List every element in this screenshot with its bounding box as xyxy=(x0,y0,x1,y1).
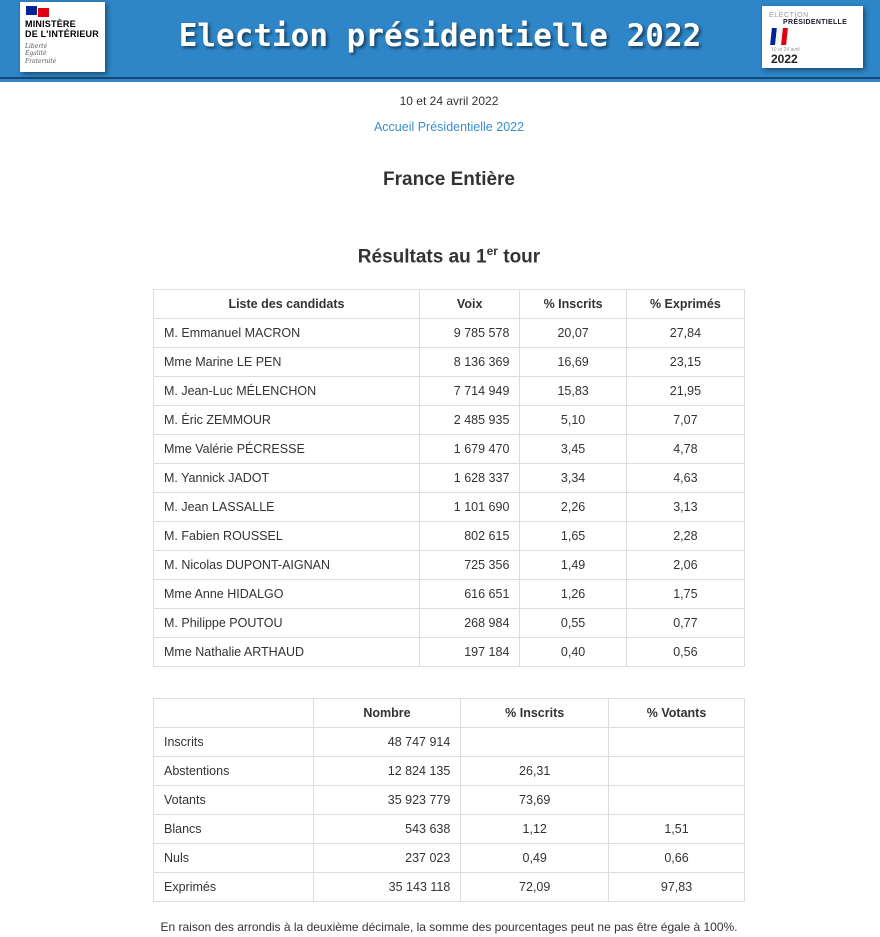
candidate-votes: 2 485 935 xyxy=(419,406,519,435)
participation-row xyxy=(154,786,745,815)
candidate-votes: 616 651 xyxy=(419,580,519,609)
candidate-row xyxy=(154,551,745,580)
ministry-name-line2: DE L'INTÉRIEUR xyxy=(25,29,99,40)
candidate-votes: 268 984 xyxy=(419,609,519,638)
tricolor-flag-icon xyxy=(770,28,788,45)
candidate-votes: 1 101 690 xyxy=(419,493,519,522)
candidate-votes: 1 628 337 xyxy=(419,464,519,493)
participation-nombre: 35 923 779 xyxy=(313,786,461,815)
candidate-pct-exprimes: 3,13 xyxy=(626,493,744,522)
home-link[interactable]: Accueil Présidentielle 2022 xyxy=(373,120,525,134)
results-heading xyxy=(153,244,745,268)
candidate-pct-exprimes: 0,77 xyxy=(626,609,744,638)
participation-label: Inscrits xyxy=(154,728,314,757)
participation-table-header-row xyxy=(154,699,745,728)
candidate-row xyxy=(154,406,745,435)
candidate-name: M. Fabien ROUSSEL xyxy=(154,522,420,551)
candidate-row xyxy=(154,493,745,522)
candidate-votes: 7 714 949 xyxy=(419,377,519,406)
ministry-name-line1: MINISTÈRE xyxy=(25,19,76,29)
candidate-pct-inscrits: 3,34 xyxy=(520,464,626,493)
participation-pct-votants: 1,51 xyxy=(609,815,745,844)
participation-label: Abstentions xyxy=(154,757,314,786)
candidate-name: M. Philippe POUTOU xyxy=(154,609,420,638)
candidate-votes: 197 184 xyxy=(419,638,519,667)
candidate-pct-exprimes: 4,63 xyxy=(626,464,744,493)
candidate-name: Mme Nathalie ARTHAUD xyxy=(154,638,420,667)
participation-nombre: 237 023 xyxy=(313,844,461,873)
participation-label: Exprimés xyxy=(154,873,314,902)
participation-pct-inscrits: 73,69 xyxy=(461,786,609,815)
candidate-row xyxy=(154,319,745,348)
candidate-pct-inscrits: 5,10 xyxy=(520,406,626,435)
candidate-pct-exprimes: 2,06 xyxy=(626,551,744,580)
breadcrumb xyxy=(153,118,745,136)
candidate-pct-inscrits: 0,55 xyxy=(520,609,626,638)
election-logo-bottom xyxy=(769,28,858,65)
flag-red-block xyxy=(38,8,49,17)
participation-row xyxy=(154,873,745,902)
page-header xyxy=(0,0,880,79)
motto-fraternite: Fraternité xyxy=(25,58,57,66)
header-bottom-strip xyxy=(0,79,880,82)
candidate-pct-inscrits: 1,49 xyxy=(520,551,626,580)
participation-pct-inscrits: 72,09 xyxy=(461,873,609,902)
candidate-row xyxy=(154,609,745,638)
election-dates-text: 10 et 24 avril 2022 xyxy=(399,94,499,108)
participation-table xyxy=(153,698,745,902)
candidate-name: Mme Anne HIDALGO xyxy=(154,580,420,609)
region-title: France Entière xyxy=(383,169,515,190)
candidate-pct-inscrits: 16,69 xyxy=(520,348,626,377)
participation-label: Nuls xyxy=(154,844,314,873)
candidate-pct-exprimes: 2,28 xyxy=(626,522,744,551)
candidate-row xyxy=(154,638,745,667)
participation-label: Blancs xyxy=(154,815,314,844)
rounding-note: En raison des arrondis à la deuxième décimale, la somme des pourcentages peut ne pas être égale à 100%. xyxy=(160,920,738,935)
candidate-pct-inscrits: 1,65 xyxy=(520,522,626,551)
candidate-votes: 725 356 xyxy=(419,551,519,580)
participation-pct-votants xyxy=(609,757,745,786)
election-logo-dates: 10 et 24 avril xyxy=(771,47,800,53)
results-heading-sup: er xyxy=(486,244,498,258)
col-header-voix: Voix xyxy=(419,290,519,319)
election-logo-year: 2022 xyxy=(771,52,798,66)
motto-egalite: Égalité xyxy=(25,50,47,58)
col-header-pct-inscrits-2: % Inscrits xyxy=(461,699,609,728)
candidate-name: M. Jean LASSALLE xyxy=(154,493,420,522)
candidate-name: Mme Valérie PÉCRESSE xyxy=(154,435,420,464)
col-header-pct-inscrits: % Inscrits xyxy=(520,290,626,319)
participation-nombre: 543 638 xyxy=(313,815,461,844)
candidate-pct-inscrits: 0,40 xyxy=(520,638,626,667)
candidate-pct-exprimes: 27,84 xyxy=(626,319,744,348)
flag-blue-block xyxy=(26,6,37,15)
flag-stripe-red xyxy=(781,28,788,45)
candidate-pct-exprimes: 4,78 xyxy=(626,435,744,464)
candidate-name: M. Yannick JADOT xyxy=(154,464,420,493)
candidate-row xyxy=(154,435,745,464)
participation-row xyxy=(154,757,745,786)
participation-pct-inscrits: 0,49 xyxy=(461,844,609,873)
candidate-pct-exprimes: 23,15 xyxy=(626,348,744,377)
results-table xyxy=(153,289,745,667)
participation-pct-votants xyxy=(609,728,745,757)
candidate-row xyxy=(154,464,745,493)
candidate-pct-inscrits: 20,07 xyxy=(520,319,626,348)
participation-pct-inscrits: 26,31 xyxy=(461,757,609,786)
candidate-votes: 8 136 369 xyxy=(419,348,519,377)
col-header-candidates: Liste des candidats xyxy=(154,290,420,319)
results-heading-prefix: Résultats au 1 xyxy=(357,246,487,268)
candidate-pct-inscrits: 1,26 xyxy=(520,580,626,609)
candidate-row xyxy=(154,522,745,551)
candidate-pct-inscrits: 3,45 xyxy=(520,435,626,464)
candidate-name: Mme Marine LE PEN xyxy=(154,348,420,377)
participation-nombre: 48 747 914 xyxy=(313,728,461,757)
participation-label: Votants xyxy=(154,786,314,815)
candidate-pct-inscrits: 2,26 xyxy=(520,493,626,522)
participation-pct-votants: 97,83 xyxy=(609,873,745,902)
candidate-pct-exprimes: 21,95 xyxy=(626,377,744,406)
participation-nombre: 35 143 118 xyxy=(313,873,461,902)
main-content xyxy=(153,94,745,934)
col-header-empty xyxy=(154,699,314,728)
page-title: Election présidentielle 2022 xyxy=(178,18,702,54)
candidate-pct-exprimes: 0,56 xyxy=(626,638,744,667)
french-flag-icon xyxy=(26,6,100,17)
candidate-votes: 1 679 470 xyxy=(419,435,519,464)
col-header-nombre: Nombre xyxy=(313,699,461,728)
candidate-pct-exprimes: 7,07 xyxy=(626,406,744,435)
candidate-name: M. Éric ZEMMOUR xyxy=(154,406,420,435)
candidate-pct-exprimes: 1,75 xyxy=(626,580,744,609)
candidate-votes: 9 785 578 xyxy=(419,319,519,348)
participation-pct-votants: 0,66 xyxy=(609,844,745,873)
candidate-row xyxy=(154,348,745,377)
participation-pct-votants xyxy=(609,786,745,815)
candidate-pct-inscrits: 15,83 xyxy=(520,377,626,406)
participation-row xyxy=(154,728,745,757)
candidate-votes: 802 615 xyxy=(419,522,519,551)
participation-nombre: 12 824 135 xyxy=(313,757,461,786)
col-header-pct-votants: % Votants xyxy=(609,699,745,728)
participation-row xyxy=(154,815,745,844)
participation-row xyxy=(154,844,745,873)
col-header-pct-exprimes: % Exprimés xyxy=(626,290,744,319)
results-heading-suffix: tour xyxy=(497,246,541,268)
motto-liberte: Liberté xyxy=(25,42,48,50)
candidate-name: M. Jean-Luc MÉLENCHON xyxy=(154,377,420,406)
candidate-row xyxy=(154,377,745,406)
candidate-name: M. Emmanuel MACRON xyxy=(154,319,420,348)
participation-pct-inscrits xyxy=(461,728,609,757)
election-logo-line2: PRÉSIDENTIELLE xyxy=(783,19,848,26)
election-logo-line1: ÉLECTION xyxy=(769,12,809,19)
candidate-name: M. Nicolas DUPONT-AIGNAN xyxy=(154,551,420,580)
results-table-header-row xyxy=(154,290,745,319)
candidate-row xyxy=(154,580,745,609)
participation-pct-inscrits: 1,12 xyxy=(461,815,609,844)
election-logo xyxy=(762,6,863,68)
